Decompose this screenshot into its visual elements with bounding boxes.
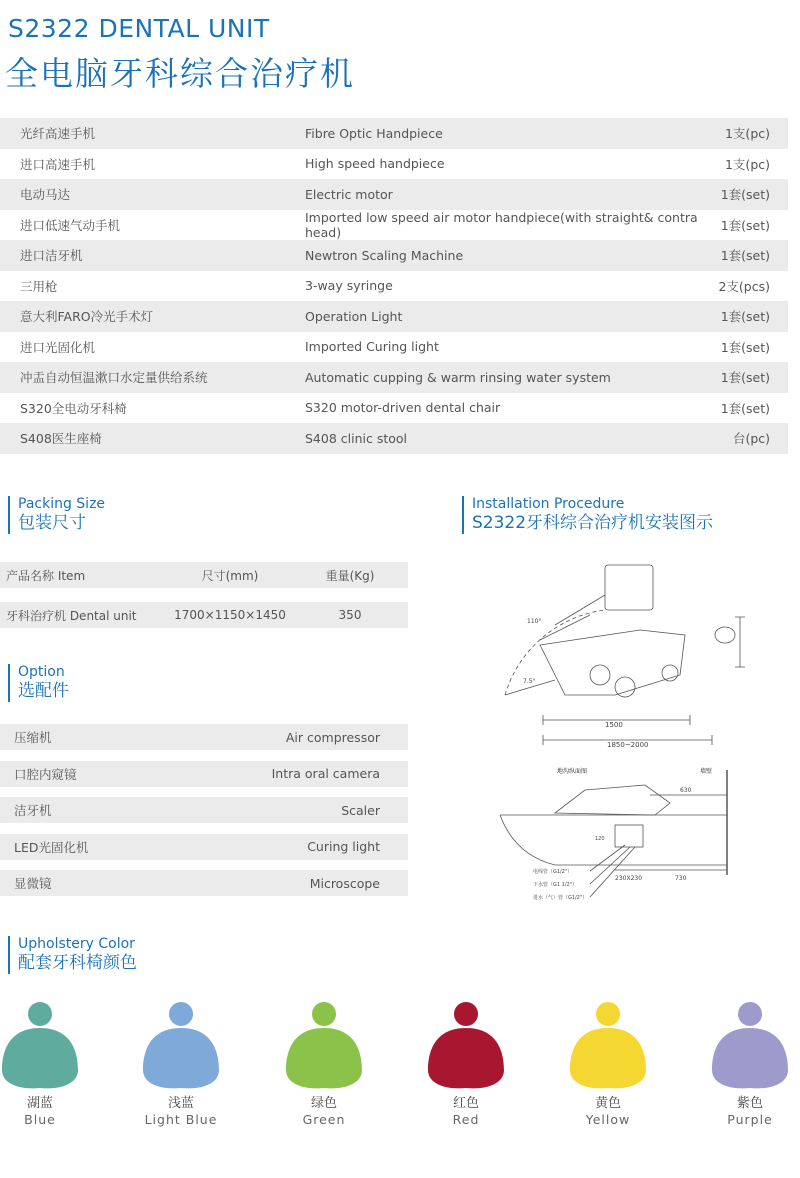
spec-table: [0, 118, 788, 454]
option-en: Air compressor: [285, 729, 380, 745]
swatch-blue[interactable]: [0, 1000, 80, 1128]
spec-cn: 光纤高速手机: [20, 126, 96, 142]
chair-swatch-shape: [284, 1000, 364, 1090]
packing-item: 牙科治疗机 Dental unit: [6, 608, 137, 623]
swatch-green[interactable]: [284, 1000, 364, 1128]
upholstery-heading: [8, 936, 137, 974]
table-row: [0, 179, 788, 210]
unit-wheel: [662, 665, 678, 681]
spec-cn: 三用枪: [20, 278, 58, 294]
list-item: [0, 797, 408, 823]
option-en: Scaler: [341, 802, 380, 818]
chair-swatch-shape: [710, 1000, 790, 1090]
list-item: [0, 834, 408, 860]
installation-diagram: [495, 555, 795, 915]
chair-swatch-shape: [568, 1000, 648, 1090]
dim-1500: 1500: [605, 721, 623, 729]
table-row: [0, 301, 788, 332]
spec-en: Imported low speed air motor handpiece(with straight& contra head): [305, 209, 698, 240]
option-cn: 口腔内窥镜: [14, 766, 77, 782]
wall-label: 墙壁: [700, 768, 713, 775]
packing-header-size: 尺寸(mm): [201, 568, 259, 583]
option-list: [0, 724, 408, 907]
color-name-en: Purple: [727, 1112, 773, 1127]
color-name-cn: 紫色: [736, 1096, 763, 1111]
option-heading-en: Option: [18, 664, 65, 680]
spec-qty: 1套(set): [720, 248, 770, 264]
dim-630: 630: [680, 787, 692, 794]
pipe-leaders: [590, 845, 635, 897]
installation-heading-cn: S2322牙科综合治疗机安装图示: [472, 513, 714, 533]
packing-table: [0, 562, 408, 628]
pipe-1: 电线管（G1/2"）: [533, 869, 573, 875]
spec-en: Imported Curing light: [305, 339, 439, 355]
spec-cn: 进口高速手机: [20, 156, 96, 172]
option-heading-cn: 选配件: [18, 681, 69, 701]
color-name-cn: 绿色: [310, 1096, 337, 1111]
table-row: [0, 423, 788, 454]
dim-230: 230X230: [615, 875, 643, 882]
packing-heading-cn: 包装尺寸: [18, 513, 86, 533]
table-row: [0, 393, 788, 424]
spec-en: High speed handpiece: [305, 156, 445, 172]
spec-cn: S408医生座椅: [20, 431, 102, 447]
spec-qty: 1支(pc): [724, 156, 770, 172]
dim-730: 730: [675, 875, 687, 882]
option-en: Intra oral camera: [271, 766, 380, 781]
packing-size: 1700×1150×1450: [174, 608, 286, 622]
option-cn: 洁牙机: [14, 803, 52, 818]
color-swatches: [0, 1000, 800, 1150]
foot-control: [590, 665, 610, 685]
packing-heading-en: Packing Size: [18, 496, 106, 512]
packing-header-row: [0, 562, 408, 588]
spec-en: Fibre Optic Handpiece: [305, 125, 443, 141]
chair-swatch-shape: [141, 1000, 221, 1090]
height-dim: [735, 617, 745, 667]
packing-header-weight: 重量(Kg): [325, 568, 375, 583]
color-name-en: Green: [302, 1112, 346, 1127]
spec-cn: S320全电动牙科椅: [20, 400, 127, 416]
plan-label: 地沟纵面图: [557, 768, 588, 775]
option-en: Curing light: [307, 839, 380, 854]
spec-en: S408 clinic stool: [305, 430, 408, 446]
table-row: [0, 362, 788, 393]
color-name-cn: 湖蓝: [26, 1096, 53, 1111]
list-item: [0, 870, 408, 896]
chair-plan: [555, 785, 670, 815]
option-en: Microscope: [309, 875, 380, 891]
spec-qty: 1套(set): [720, 400, 770, 416]
upholstery-heading-en: Upholstery Color: [18, 936, 135, 952]
spittoon: [715, 627, 735, 643]
color-name-cn: 黄色: [594, 1096, 621, 1111]
swatch-purple[interactable]: [710, 1000, 790, 1128]
monitor-outline: [605, 565, 653, 610]
spec-cn: 进口光固化机: [20, 339, 96, 355]
floor-box: [615, 825, 643, 847]
table-row: [0, 240, 788, 271]
swatch-yellow[interactable]: [568, 1000, 648, 1128]
spec-qty: 1套(set): [720, 370, 770, 386]
spec-en: S320 motor-driven dental chair: [305, 400, 501, 416]
chair-swatch-shape: [0, 1000, 80, 1090]
floor-outline: [500, 815, 727, 865]
spec-qty: 1套(set): [720, 187, 770, 203]
installation-heading: [462, 496, 713, 534]
packing-heading: [8, 496, 105, 534]
chair-swatch-shape: [426, 1000, 506, 1090]
spec-cn: 电动马达: [20, 187, 71, 203]
chair-body: [540, 630, 685, 695]
spec-en: Automatic cupping & warm rinsing water system: [305, 369, 611, 385]
stool-wheel: [615, 677, 635, 697]
option-cn: LED光固化机: [14, 839, 89, 855]
pipe-3: 进水（气）管（G1/2"）: [533, 895, 588, 901]
color-name-cn: 浅蓝: [167, 1096, 194, 1111]
color-name-en: Red: [452, 1112, 480, 1127]
pipe-2: 下水管（G1 1/2"）: [533, 882, 577, 888]
spec-cn: 冲盂自动恒温漱口水定量供给系统: [20, 370, 208, 386]
spec-cn: 进口洁牙机: [20, 248, 83, 264]
dim-120: 120: [595, 836, 605, 842]
table-row: [0, 210, 788, 241]
table-row: [0, 332, 788, 363]
product-title-cn: 全电脑牙科综合治疗机: [5, 54, 355, 93]
color-name-en: Light Blue: [144, 1112, 218, 1127]
color-name-en: Blue: [24, 1112, 56, 1127]
packing-header-item: 产品名称 Item: [6, 568, 86, 583]
option-cn: 显微镜: [14, 876, 52, 891]
table-row: [0, 149, 788, 180]
upholstery-heading-cn: 配套牙科椅颜色: [18, 953, 137, 973]
spec-en: Operation Light: [305, 308, 403, 324]
installation-heading-en: Installation Procedure: [472, 496, 625, 512]
dim-1850: 1850~2000: [607, 741, 649, 749]
spec-qty: 1套(set): [720, 339, 770, 355]
spec-en: Electric motor: [305, 186, 393, 202]
spec-cn: 意大利FARO冷光手术灯: [20, 309, 154, 325]
table-row: [0, 118, 788, 149]
list-item: [0, 761, 408, 787]
spec-en: Newtron Scaling Machine: [305, 247, 464, 263]
table-row: [0, 271, 788, 302]
option-heading: [8, 664, 69, 702]
product-title-en: S2322 DENTAL UNIT: [8, 14, 270, 43]
color-name-en: Yellow: [585, 1112, 631, 1127]
spec-cn: 进口低速气动手机: [20, 217, 121, 233]
spec-qty: 1套(set): [720, 217, 770, 233]
spec-qty: 台(pc): [732, 431, 770, 447]
angle-75: 7.5°: [523, 678, 536, 685]
packing-weight: 350: [338, 608, 362, 622]
spec-qty: 2支(pcs): [718, 278, 770, 294]
list-item: [0, 724, 408, 750]
spec-qty: 1支(pc): [724, 126, 770, 142]
option-cn: 压缩机: [14, 730, 52, 745]
swatch-light-blue[interactable]: [141, 1000, 221, 1128]
spec-en: 3-way syringe: [305, 278, 393, 294]
color-name-cn: 红色: [452, 1096, 479, 1111]
angle-110: 110°: [527, 618, 542, 625]
light-arm: [540, 595, 605, 640]
packing-data-row: [0, 602, 408, 628]
swing-arc: [505, 610, 605, 695]
swatch-red[interactable]: [426, 1000, 506, 1128]
spec-qty: 1套(set): [720, 309, 770, 325]
